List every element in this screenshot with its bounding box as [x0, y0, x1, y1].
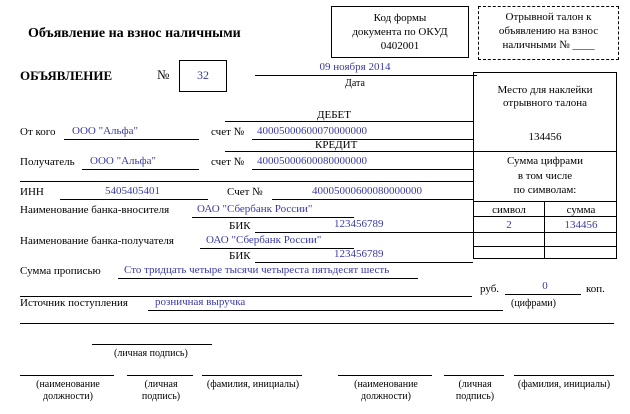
okud-line-1: Код формы	[373, 12, 427, 24]
number-sign: №	[157, 67, 170, 82]
bank-dep-line	[192, 217, 354, 218]
footer-left-pos-2: должности)	[43, 391, 93, 402]
footer-line-5	[444, 375, 504, 376]
rub-label: руб.	[480, 283, 500, 295]
kop-label: коп.	[586, 283, 605, 295]
footer-right-sig-1: (личная	[458, 379, 492, 390]
from-label: От кого	[20, 126, 56, 138]
symbol-value: 2	[506, 219, 512, 231]
symbols-table-top	[473, 201, 617, 202]
inn-value: 5405405401	[105, 185, 160, 197]
source-line	[148, 310, 503, 311]
debit-bar-line	[225, 121, 473, 122]
from-value: ООО "Альфа"	[72, 125, 139, 137]
credit-account-line	[252, 169, 473, 170]
stub-number: 134456	[528, 131, 562, 143]
footer-line-6	[514, 375, 614, 376]
sum-words-label: Сумма прописью	[20, 265, 101, 277]
by-symbols-label: по символам:	[513, 184, 577, 196]
bank-dep-value: ОАО "Сбербанк России"	[197, 203, 313, 215]
sum-words-value: Сто тридцать четыре тысячи четыреста пятьдесят шесть	[124, 264, 390, 276]
source-line-2	[20, 323, 614, 324]
tear-line-1: Отрывной талон к	[505, 11, 592, 23]
right-col-right-border	[616, 72, 617, 258]
credit-bar-line	[225, 151, 473, 152]
debit-label: ДЕБЕТ	[317, 109, 351, 121]
footer-line-4	[338, 375, 432, 376]
footer-line-3	[202, 375, 302, 376]
okud-line-2: документа по ОКУД	[352, 26, 448, 38]
source-value: розничная выручка	[155, 296, 246, 308]
credit-account-value: 40005000600080000000	[257, 155, 367, 167]
symbols-table-divider	[544, 201, 545, 258]
credit-account-label: счет №	[211, 156, 245, 168]
incl-label: в том числе	[517, 170, 573, 182]
footer-left-sig-1: (личная	[144, 379, 178, 390]
recipient-line	[82, 169, 199, 170]
credit-label: КРЕДИТ	[315, 139, 358, 151]
right-col-top	[473, 72, 617, 73]
digits-label: (цифрами)	[511, 298, 556, 309]
inn-account-label: Счет №	[227, 186, 263, 198]
sticker-line-1: Место для наклейки	[497, 84, 593, 96]
bank-rec-label: Наименование банка-получателя	[20, 235, 174, 247]
bik1-label: БИК	[229, 220, 251, 232]
inn-top-line	[20, 181, 473, 182]
debit-account-line	[252, 139, 473, 140]
symbol-header: символ	[492, 204, 526, 216]
footer-left-pos-1: (наименование	[36, 379, 100, 390]
footer-right-pos-2: должности)	[361, 391, 411, 402]
footer-line-2	[127, 375, 193, 376]
inn-account-value: 40005000600080000000	[312, 185, 422, 197]
bik2-line	[255, 262, 473, 263]
bank-rec-value: ОАО "Сбербанк России"	[206, 234, 322, 246]
recipient-value: ООО "Альфа"	[90, 155, 157, 167]
inn-account-line	[272, 199, 473, 200]
form-title: Объявление на взнос наличными	[28, 26, 241, 41]
date-value: 09 ноября 2014	[319, 61, 391, 73]
stub-sep-line	[473, 151, 617, 152]
bik2-value: 123456789	[334, 248, 384, 260]
okud-line-3: 0402001	[380, 40, 420, 52]
recipient-label: Получатель	[20, 156, 75, 168]
symbols-table-bottom	[473, 258, 617, 259]
inn-label: ИНН	[20, 186, 44, 198]
debit-account-label: счет №	[211, 126, 245, 138]
sticker-line-2: отрывного талона	[503, 97, 587, 109]
bik1-value: 123456789	[334, 218, 384, 230]
date-label: Дата	[345, 78, 365, 89]
kop-line	[505, 294, 581, 295]
source-label: Источник поступления	[20, 297, 128, 309]
date-line	[255, 75, 477, 76]
footer-left-sig-2: подпись)	[141, 391, 181, 402]
inn-line	[60, 199, 208, 200]
bank-dep-label: Наименование банка-вносителя	[20, 204, 170, 216]
debit-account-value: 40005000600070000000	[257, 125, 367, 137]
bank-rec-line	[200, 248, 354, 249]
kop-value: 0	[542, 280, 548, 292]
symbols-row-line-1	[473, 232, 617, 233]
personal-sig-label: (личная подпись)	[114, 348, 188, 359]
tear-line-3: наличными № ____	[502, 39, 595, 51]
number-value: 32	[197, 68, 209, 82]
footer-line-1	[20, 375, 114, 376]
summa-header: сумма	[566, 204, 596, 216]
summa-value: 134456	[564, 219, 598, 231]
symbols-row-line-2	[473, 246, 617, 247]
from-line	[64, 139, 199, 140]
personal-sig-line	[92, 344, 212, 345]
footer-left-name: (фамилия, инициалы)	[206, 379, 300, 390]
symbols-header-line	[473, 216, 617, 217]
footer-right-sig-2: подпись)	[455, 391, 495, 402]
tear-line-2: объявлению на взнос	[498, 25, 599, 37]
bik1-line	[255, 232, 473, 233]
heading: ОБЪЯВЛЕНИЕ	[20, 68, 113, 83]
sum-digits-label: Сумма цифрами	[506, 155, 584, 167]
footer-right-pos-1: (наименование	[354, 379, 418, 390]
sum-words-line	[118, 278, 418, 279]
footer-right-name: (фамилия, инициалы)	[517, 379, 611, 390]
bik2-label: БИК	[229, 250, 251, 262]
